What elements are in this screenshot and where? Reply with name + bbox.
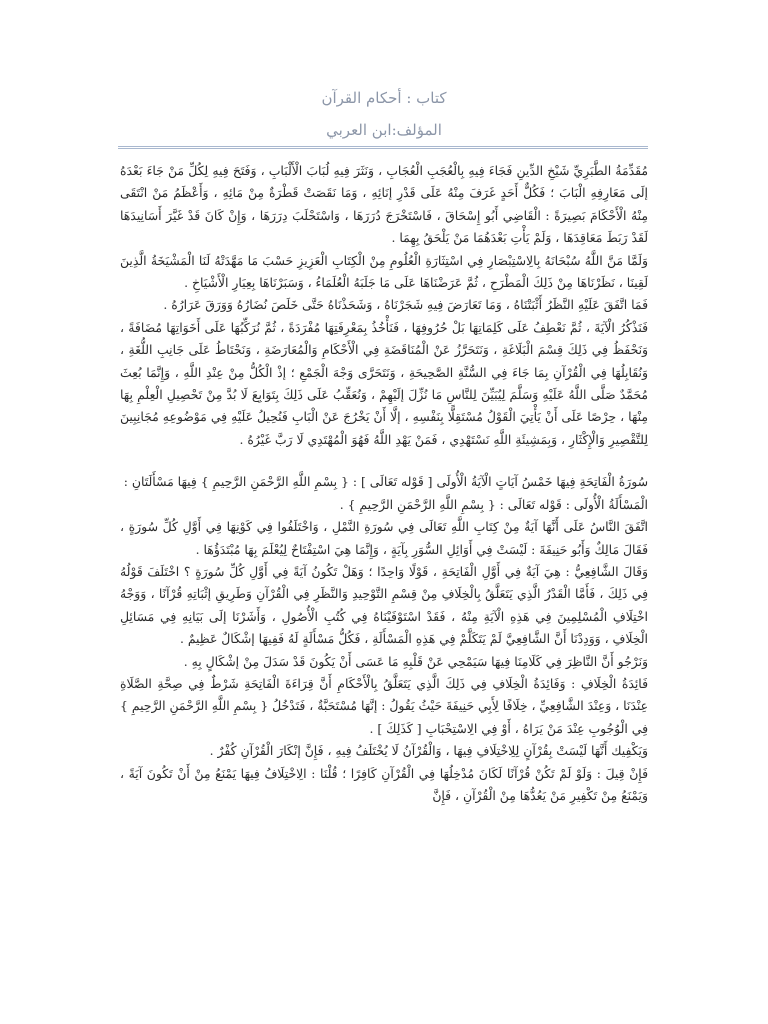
book-title: كتاب : أحكام القرآن bbox=[321, 89, 447, 107]
paragraph: فَمَا اتَّفَقَ عَلَيْهِ النَّظَرُ أَثْبَتْنَاهُ ، وَمَا تَعَارَضَ فِيهِ شَجَرْنَاهُ ، وَشَحَذْنَاهُ حَتَّى خَلَصَ نُضَارُهُ وَوَرَقَ عَرَارُهُ . bbox=[163, 297, 648, 313]
section-gap bbox=[120, 451, 648, 471]
paragraph: مُقَدِّمَةُ الطَّبَرِيِّ شَيْخِ الدِّينِ فَجَاءَ فِيهِ بِالْعُجَبِ الْعُجَابِ ، وَنَثَرَ فِيهِ لُبَابَ الْأَلْبَابِ ، وَفَتَحَ فِيهِ لِكُلِّ مَنْ جَاءَ بَعْدَهُ إلَى مَعَارِفِهِ الْبَابَ ؛ فَكُلٌّ أَحَدٍ غَرَفَ مِنْهُ عَلَى قَدْرِ إنَائِهِ ، وَمَا نَقَصَتْ قَطْرَةٌ مِنْ مَائِهِ ، وَأَعْظَمُ مَنْ انْتَقَى مِنْهُ الْأَحْكَامَ بَصِيرَةً : الْقَاضِي أَبُو إِسْحَاقَ ، فَاسْتَخْرَجَ دُرَرَهَا ، وَاسْتَحْلَبَ دِرَرَهَا ، وَإِنْ كَانَ قَدْ غَيَّرَ أَسَانِيدَهَا لَقَدْ رَبَطَ مَعَاقِدَهَا ، وَلَمْ يَأْتِ بَعْدَهُمَا مَنْ يَلْحَقُ بِهِمَا . bbox=[120, 163, 648, 246]
paragraph: الْمَسْأَلَةُ الْأُولَى : قَوْله تَعَالَى : { بِسْمِ اللَّهِ الرَّحْمَنِ الرَّحِيمِ } . bbox=[339, 496, 648, 512]
paragraph: فَائِدَةُ الْخِلَافِ : وَفَائِدَةُ الْخِلَافِ فِي ذَلِكَ الَّذِي يَتَعَلَّقُ بِالْأَحْكَامِ أَنَّ قِرَاءَةَ الْفَاتِحَةِ شَرْطٌ فِي صِحَّةِ الصَّلَاةِ عِنْدَنَا ، وَعِنْدَ الشَّافِعِيِّ ، خِلَافًا لِأَبِي حَنِيفَةَ حَيْثُ يَقُولُ : إنَّهَا مُسْتَحَبَّةٌ ، فَتَدْخُلُ { بِسْمِ اللَّهِ الرَّحْمَنِ الرَّحِيمِ } فِي الْوُجُوبِ عِنْدَ مَنْ يَرَاهُ ، أَوْ فِي الِاسْتِحْبَابِ [ كَذَلِكَ ] . bbox=[120, 675, 648, 736]
paragraph: فَنَذْكُرُ الْآيَةَ ، ثُمَّ نَعْطِفُ عَلَى كَلِمَاتِهَا بَلْ حُرُوفِهَا ، فَنَأْخُذُ بِمَعْرِفَتِهَا مُفْرَدَةً ، ثُمَّ نُرَكِّبُهَا عَلَى أَخَوَاتِهَا مُضَافَةً ، وَنَحْفَظُ فِي ذَلِكَ قِسْمَ الْبَلَاغَةِ ، وَنَتَحَرَّزُ عَنْ الْمُنَاقَضَةِ فِي الْأَحْكَامِ وَالْمُعَارَضَةِ ، وَنَحْتَاطُ عَلَى جَانِبِ اللُّغَةِ ، وَنُقَابِلُهَا فِي الْقُرْآنِ بِمَا جَاءَ فِي السُّنَّةِ الصَّحِيحَةِ ، وَنَتَحَرَّى وَجْهَ الْجَمْعِ ؛ إذْ الْكُلُّ مِنْ عِنْدِ اللَّهِ ، وَإِنَّمَا بُعِثَ مُحَمَّدٌ صَلَّى اللَّهُ عَلَيْهِ وَسَلَّمَ لِيُبَيِّنَ لِلنَّاسِ مَا نُزِّلَ إلَيْهِمْ ، وَنُعَقِّبُ عَلَى ذَلِكَ بِتَوَابِعَ لَا بُدَّ مِنْ تَحْصِيلِ الْعِلْمِ بِهَا مِنْهَا ، حِرْصًا عَلَى أَنْ يَأْتِيَ الْقَوْلُ مُسْتَقِلًّا بِنَفْسِهِ ، إلَّا أَنْ يَخْرُجَ عَنْ الْبَابِ فَنُحِيلُ عَلَيْهِ فِي مَوْضُوعِهِ مُجَانِبِينَ لِلتَّقْصِيرِ وَالْإِكْثَارِ ، وَبِمَشِيئَةِ اللَّهِ نَسْتَهْدِي ، فَمَنْ يَهْدِ اللَّهُ فَهُوَ الْمُهْتَدِي لَا رَبَّ غَيْرُهُ . bbox=[120, 319, 648, 447]
paragraph: وَلَمَّا مَنَّ اللَّهُ سُبْحَانَهُ بِالِاسْتِبْصَارِ فِي اسْتِثَارَةِ الْعُلُومِ مِنْ الْكِتَابِ الْعَزِيزِ حَسْبَ مَا مَهَّدَتْهُ لَنَا الْمَشْيَخَةُ الَّذِينَ لَقِينَا ، نَظَرْنَاهَا مِنْ ذَلِكَ الْمَطْرَحِ ، ثُمَّ عَرَضْنَاهَا عَلَى مَا جَلَبَهُ الْعُلَمَاءُ ، وَسَبَرْنَاهَا بِعِيَارِ الْأَشْيَاخِ . bbox=[120, 252, 648, 291]
paragraph: سُورَةُ الْفَاتِحَةِ فِيهَا خَمْسُ آيَاتٍ الْآيَةُ الْأُولَى [ قَوْله تَعَالَى ] : { بِسْمِ اللَّهِ الرَّحْمَنِ الرَّحِيمِ } فِيهَا مَسْأَلَتَانِ : bbox=[123, 474, 648, 490]
paragraph: فَإِنْ قِيلَ : وَلَوْ لَمْ تَكُنْ قُرْآنًا لَكَانَ مُدْخِلُهَا فِي الْقُرْآنِ كَافِرًا ؛ قُلْنَا : الِاخْتِلَافُ فِيهَا يَمْنَعُ مِنْ أَنْ تَكُونَ آيَةً ، وَيَمْنَعُ مِنْ تَكْفِيرِ مَنْ يَعُدُّهَا مِنْ الْقُرْآنِ ، فَإِنَّ bbox=[120, 765, 648, 803]
paragraph: وَنَرْجُو أَنَّ النَّاظِرَ فِي كَلَامِنَا فِيهَا سَيَمْحِي عَنْ قَلْبِهِ مَا عَسَى أَنْ يَكُونَ قَدْ سَدَلَ مِنْ إشْكَالٍ بِهِ . bbox=[183, 653, 648, 669]
paragraph: وَقَالَ الشَّافِعِيُّ : هِيَ آيَةٌ فِي أَوَّلِ الْفَاتِحَةِ ، قَوْلًا وَاحِدًا ؛ وَهَلْ تَكُونُ آيَةً فِي أَوَّلِ كُلِّ سُورَةٍ ؟ اخْتَلَفَ قَوْلُهُ فِي ذَلِكَ ، فَأَمَّا الْقَدْرُ الَّذِي يَتَعَلَّقُ بِالْخِلَافِ مِنْ قِسْمِ التَّوْحِيدِ وَالنَّظَرِ فِي الْقُرْآنِ وَطَرِيقِ إثْبَاتِهِ قُرْآنًا ، وَوَجْهُ اخْتِلَافِ الْمُسْلِمِينَ فِي هَذِهِ الْآيَةِ مِنْهُ ، فَقَدْ اسْتَوْفَيْنَاهُ فِي كُتُبِ الْأُصُولِ ، وَأَشَرْنَا إلَى بَيَانِهِ فِي مَسَائِلِ الْخِلَافِ ، وَوَدِدْنَا أَنَّ الشَّافِعِيَّ لَمْ يَتَكَلَّمْ فِي هَذِهِ الْمَسْأَلَةِ ، فَكُلُّ مَسْأَلَةٍ لَهُ فَفِيهَا إشْكَالٌ عَظِيمٌ . bbox=[120, 563, 648, 647]
paragraph: وَيَكْفِيك أَنَّهَا لَيْسَتْ بِقُرْآنٍ لِلِاخْتِلَافِ فِيهَا ، وَالْقُرْآنُ لَا يُخْتَلَفُ فِيهِ ، فَإِنَّ إنْكَارَ الْقُرْآنِ كُفْرٌ . bbox=[209, 743, 648, 759]
paragraph: اتَّفَقَ النَّاسُ عَلَى أَنَّهَا آيَةٌ مِنْ كِتَابِ اللَّهِ تَعَالَى فِي سُورَةِ النَّمْلِ ، وَاخْتَلَفُوا فِي كَوْنِهَا فِي أَوَّلِ كُلِّ سُورَةٍ ، فَقَالَ مَالِكٌ وَأَبُو حَنِيفَةَ : لَيْسَتْ فِي أَوَائِلِ السُّوَرِ بِآيَةٍ ، وَإِنَّمَا هِيَ اسْتِفْتَاحٌ لِيُعْلَمَ بِهَا مُبْتَدَؤُهَا . bbox=[120, 519, 648, 557]
header-divider bbox=[118, 146, 648, 149]
book-author: المؤلف:ابن العربي bbox=[326, 121, 442, 139]
page-header bbox=[0, 0, 768, 140]
body-text bbox=[120, 160, 648, 807]
